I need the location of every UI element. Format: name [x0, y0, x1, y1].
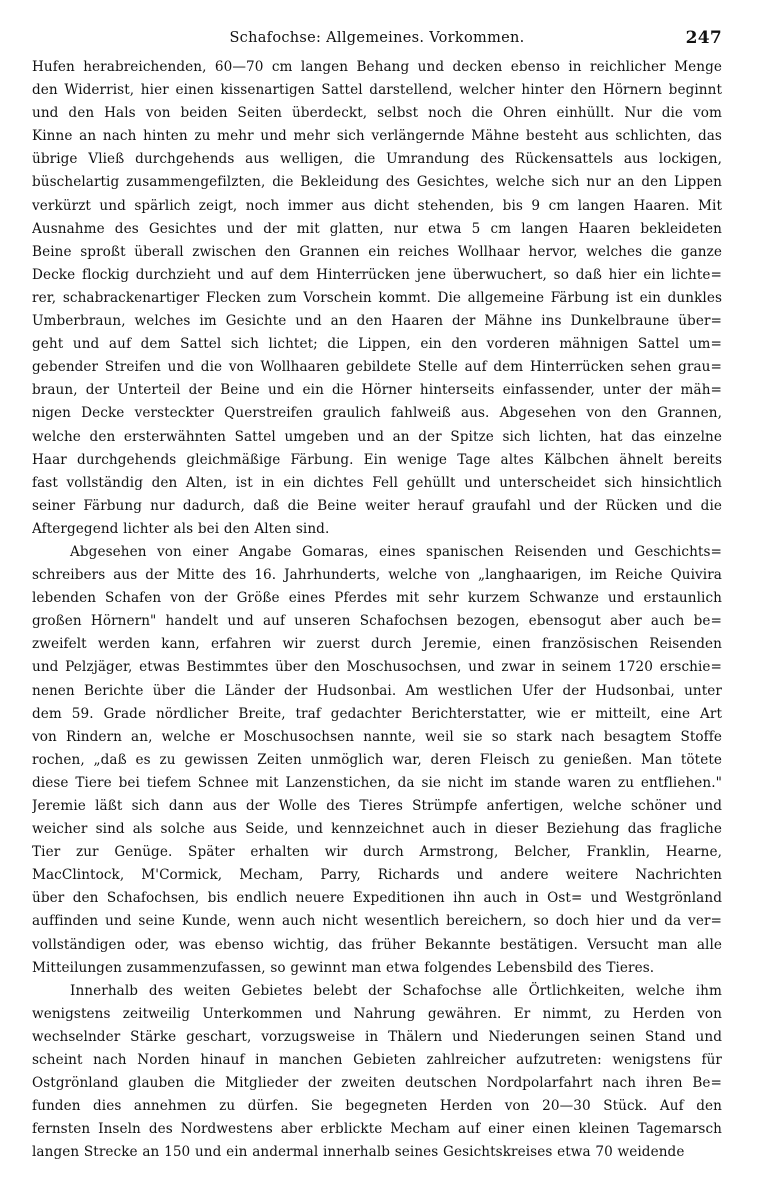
text-line: geht und auf dem Sattel sich lichtet; die Lippen, ein den vorderen mähnigen Sattel um=: [32, 336, 722, 353]
text-line: Mitteilungen zusammenzufassen, so gewinnt man etwa folgendes Lebensbild des Tieres.: [32, 959, 655, 976]
body-text: [32, 56, 722, 1165]
text-line: Umberbraun, welches im Gesichte und an den Haaren der Mähne ins Dunkelbraune über=: [32, 313, 722, 330]
paragraph-2: [32, 541, 722, 980]
text-line: Decke flockig durchzieht und auf dem Hinterrücken jene überwuchert, so daß hier ein lichte=: [32, 266, 722, 283]
text-line: rer, schabrackenartiger Flecken zum Vorschein kommt. Die allgemeine Färbung ist ein dunkles: [32, 289, 722, 306]
text-line: Abgesehen von einer Angabe Gomaras, eines spanischen Reisenden und Geschichts=: [70, 543, 722, 560]
paragraph-1: [32, 56, 722, 541]
paragraph-3: [32, 980, 722, 1165]
text-line: funden dies annehmen zu dürfen. Sie begegneten Herden von 20—30 Stück. Auf den: [32, 1098, 722, 1115]
text-line: Tier zur Genüge. Später erhalten wir durch Armstrong, Belcher, Franklin, Hearne,: [32, 844, 722, 861]
text-line: verkürzt und spärlich zeigt, noch immer aus dicht stehenden, bis 9 cm langen Haaren. Mit: [32, 197, 722, 214]
text-line: wenigstens zeitweilig Unterkommen und Nahrung gewähren. Er nimmt, zu Herden von: [32, 1005, 722, 1022]
text-line: Innerhalb des weiten Gebietes belebt der Schafochse alle Örtlichkeiten, welche ihm: [70, 982, 722, 999]
text-line: MacClintock, M'Cormick, Mecham, Parry, Richards und andere weitere Nachrichten: [32, 867, 722, 884]
text-line: fast vollständig den Alten, ist in ein dichtes Fell gehüllt und unterscheidet sich hinsichtlich: [32, 474, 722, 491]
text-line: fernsten Inseln des Nordwestens aber erblickte Mecham auf einer einen kleinen Tagemarsch: [32, 1121, 722, 1138]
text-line: Ostgrönland glauben die Mitglieder der zweiten deutschen Nordpolarfahrt nach ihren Be=: [32, 1075, 722, 1092]
text-line: rochen, „daß es zu gewissen Zeiten unmöglich war, deren Fleisch zu genießen. Man tötete: [32, 751, 722, 768]
text-line: übrige Vließ durchgehends aus welligen, die Umrandung des Rückensattels aus lockigen,: [32, 151, 722, 168]
text-line: dem 59. Grade nördlicher Breite, traf gedachter Berichterstatter, wie er mitteilt, eine Art: [32, 705, 722, 722]
text-line: seiner Färbung nur dadurch, daß die Beine weiter herauf graufahl und der Rücken und die: [32, 497, 722, 514]
text-line: büschelartig zusammengefilzten, die Bekleidung des Gesichtes, welche sich nur an den Lippen: [32, 174, 722, 191]
text-line: und den Hals von beiden Seiten überdeckt, selbst noch die Ohren einhüllt. Nur die vom: [32, 105, 722, 122]
text-line: Haar durchgehends gleichmäßige Färbung. Ein wenige Tage altes Kälbchen ähnelt bereits: [32, 451, 722, 468]
text-line: welche den ersterwähnten Sattel umgeben und an der Spitze sich lichten, hat das einzelne: [32, 428, 722, 445]
page-number: 247: [685, 28, 722, 48]
text-line: Jeremie läßt sich dann aus der Wolle des Tieres Strümpfe anfertigen, welche schöner und: [32, 798, 722, 814]
text-line: braun, der Unterteil der Beine und ein die Hörner hinterseits einfassender, unter der mäh=: [32, 382, 722, 399]
text-line: Hufen herabreichenden, 60—70 cm langen Behang und decken ebenso in reichlicher Menge: [32, 59, 722, 75]
text-line: Kinne an nach hinten zu mehr und mehr sich verlängernde Mähne besteht aus schlichten, das: [32, 128, 722, 145]
text-line: und Pelzjäger, etwas Bestimmtes über den Moschusochsen, und zwar in seinem 1720 erschie=: [32, 659, 722, 676]
text-line: über den Schafochsen, bis endlich neuere Expeditionen ihn auch in Ost= und Westgrönland: [32, 890, 722, 907]
book-page: [32, 22, 722, 1165]
text-line: großen Hörnern" handelt und auf unseren Schafochsen bezogen, ebensogut aber auch be=: [32, 613, 722, 630]
text-line: Aftergegend lichter als bei den Alten sind.: [32, 520, 330, 537]
text-line: weicher sind als solche aus Seide, und kennzeichnet auch in dieser Beziehung das fragliche: [32, 821, 722, 838]
text-line: langen Strecke an 150 und ein andermal innerhalb seines Gesichtskreises etwa 70 weidende: [32, 1144, 685, 1161]
text-line: den Widerrist, hier einen kissenartigen Sattel darstellend, welcher hinter den Hörnern beginnt: [32, 82, 722, 99]
text-line: schreibers aus der Mitte des 16. Jahrhunderts, welche von „langhaarigen, im Reiche Quivira: [32, 567, 722, 584]
text-line: scheint nach Norden hinauf in manchen Gebieten zahlreicher aufzutreten: wenigstens für: [32, 1052, 722, 1069]
page-header: [32, 22, 722, 52]
running-head: Schafochse: Allgemeines. Vorkommen.: [229, 30, 525, 46]
text-line: wechselnder Stärke geschart, vorzugsweise in Thälern und Niederungen seinen Stand und: [32, 1028, 722, 1045]
text-line: von Rindern an, welche er Moschusochsen nannte, weil sie so stark nach besagtem Stoffe: [32, 728, 722, 745]
text-line: nigen Decke versteckter Querstreifen graulich fahlweiß aus. Abgesehen von den Grannen,: [32, 405, 722, 422]
text-line: diese Tiere bei tiefem Schnee mit Lanzenstichen, da sie nicht im stande waren zu entfliehen.": [32, 774, 722, 791]
text-line: auffinden und seine Kunde, wenn auch nicht wesentlich bereichern, so doch hier und da ver=: [32, 913, 722, 930]
text-line: lebenden Schafen von der Größe eines Pferdes mit sehr kurzem Schwanze und erstaunlich: [32, 590, 722, 607]
text-line: nenen Berichte über die Länder der Hudsonbai. Am westlichen Ufer der Hudsonbai, unter: [32, 682, 722, 699]
text-line: gebender Streifen und die von Wollhaaren gebildete Stelle auf dem Hinterrücken sehen grau=: [32, 359, 722, 376]
text-line: Beine sproßt überall zwischen den Grannen ein reiches Wollhaar hervor, welches die ganze: [32, 243, 722, 260]
text-line: vollständigen oder, was ebenso wichtig, das früher Bekannte bestätigen. Versucht man alle: [32, 936, 722, 953]
text-line: Ausnahme des Gesichtes und der mit glatten, nur etwa 5 cm langen Haaren bekleideten: [32, 220, 722, 237]
text-line: zweifelt werden kann, erfahren wir zuerst durch Jeremie, einen französischen Reisenden: [32, 636, 722, 653]
